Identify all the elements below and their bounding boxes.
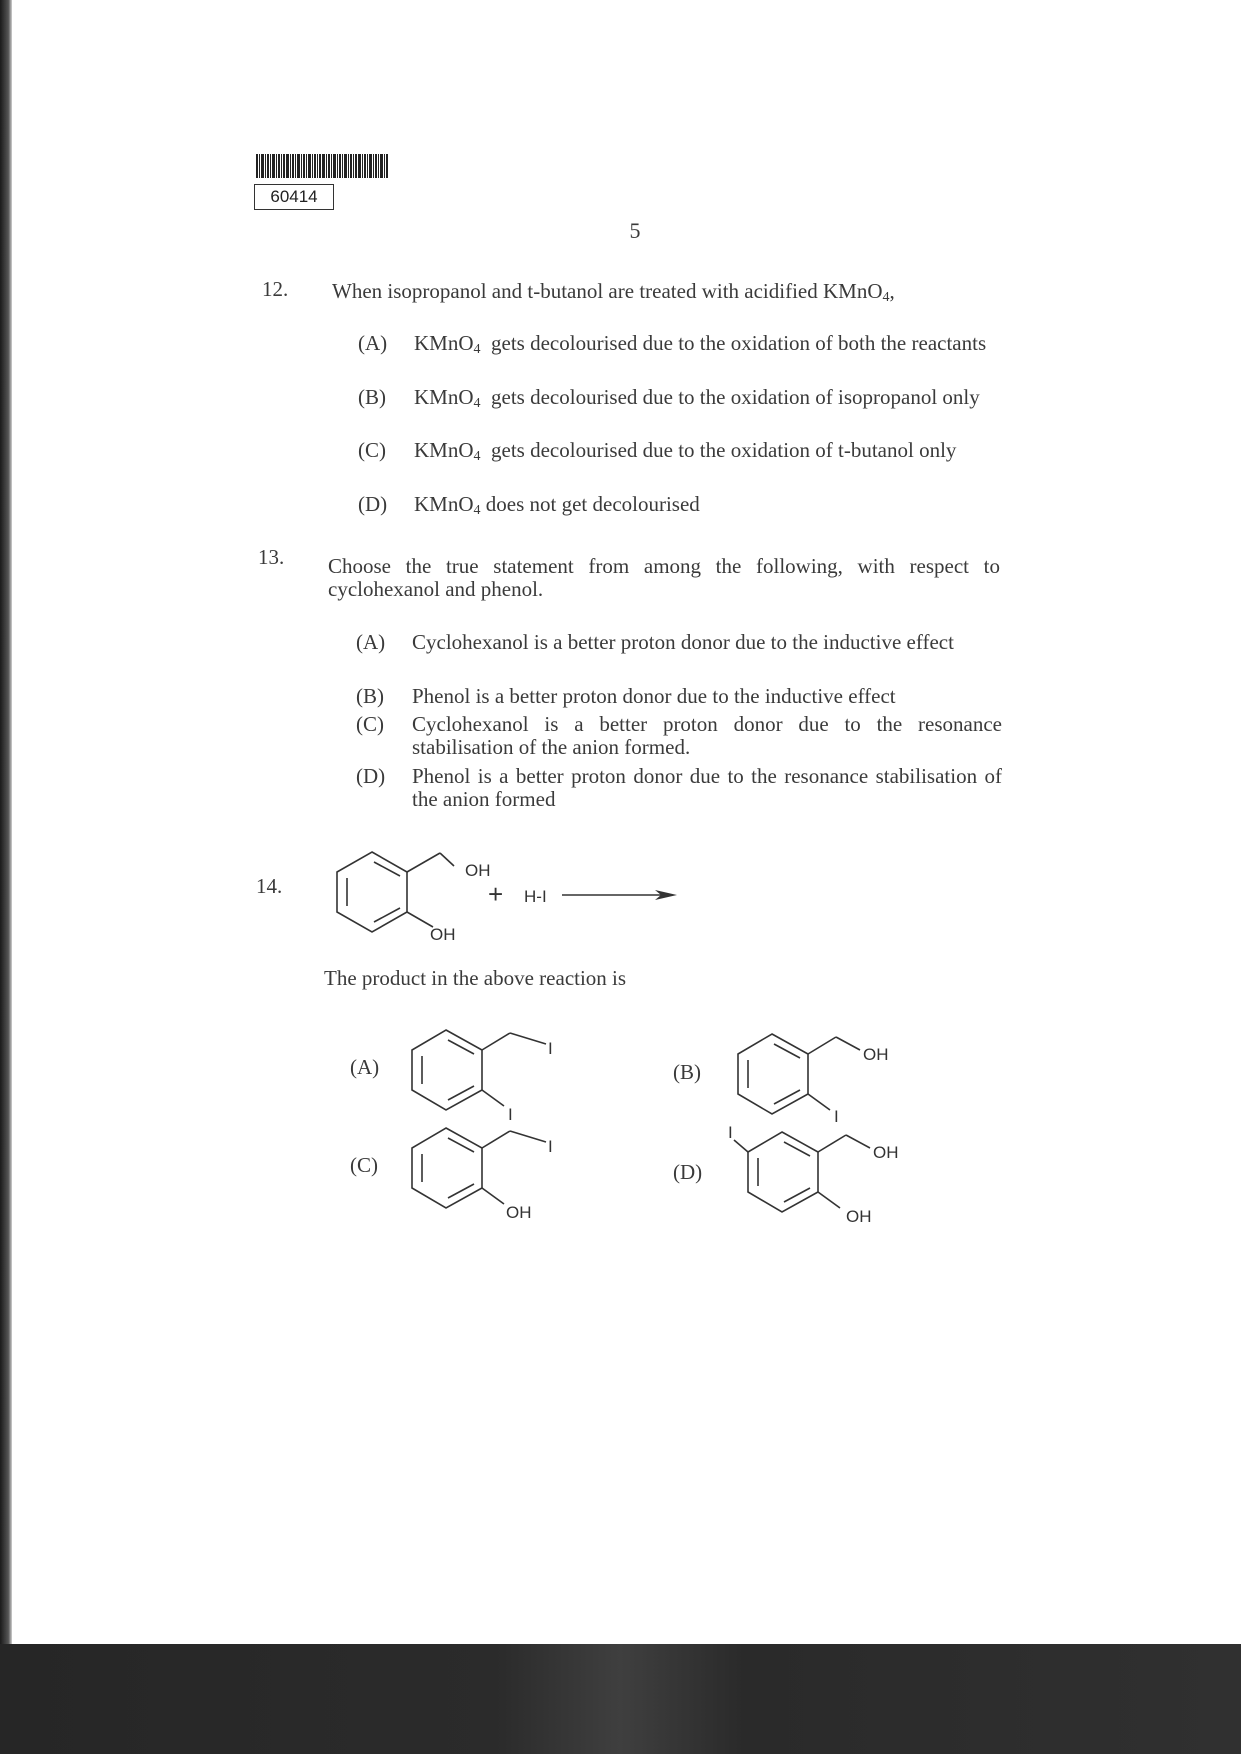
option-c-side-substituent: I	[548, 1137, 553, 1156]
reagent-hi: H-I	[524, 887, 547, 906]
option-c-ring-substituent: OH	[506, 1203, 532, 1222]
question-14-option-b-label: (B)	[673, 1060, 701, 1084]
question-14-stem: The product in the above reaction is	[324, 966, 627, 990]
question-14-option-c-label: (C)	[350, 1153, 378, 1177]
plus-sign: +	[488, 879, 504, 909]
question-14-option-c-structure	[400, 1118, 570, 1228]
option-b-ring-substituent: I	[834, 1107, 839, 1126]
reaction-scheme	[320, 840, 700, 950]
option-d-ring-substituent: OH	[846, 1207, 872, 1226]
question-14-option-a-structure	[400, 1020, 570, 1124]
question-14-number: 14.	[256, 874, 283, 898]
question-14-option-d-label: (D)	[673, 1160, 703, 1184]
question-14-option-b-structure	[726, 1022, 906, 1126]
question-12-number: 12.	[262, 277, 289, 301]
reactant-substituent-1: OH	[465, 861, 491, 880]
question-13-number: 13.	[258, 545, 285, 569]
question-13-stem: Choose the true statement from among the following, with respect to cyclohexanol and phenol.	[328, 554, 1000, 601]
option-a-side-substituent: I	[548, 1039, 553, 1058]
reactant-substituent-2: OH	[430, 925, 456, 944]
option-b-side-substituent: OH	[863, 1045, 889, 1064]
question-14-option-d-structure	[722, 1122, 922, 1232]
document-id: 60414	[254, 184, 334, 210]
question-12-stem: When isopropanol and t-butanol are treated with acidified KMnO$_4$,	[332, 279, 895, 305]
option-a-ring-substituent: I	[508, 1105, 513, 1124]
page-number: 5	[629, 218, 641, 243]
question-14-option-a-label: (A)	[350, 1055, 380, 1079]
scan-bottom-band	[0, 1644, 1241, 1754]
scan-left-edge	[0, 0, 12, 1644]
option-d-side-substituent: OH	[873, 1143, 899, 1162]
barcode	[256, 154, 388, 178]
option-d-top-substituent: I	[728, 1123, 733, 1142]
